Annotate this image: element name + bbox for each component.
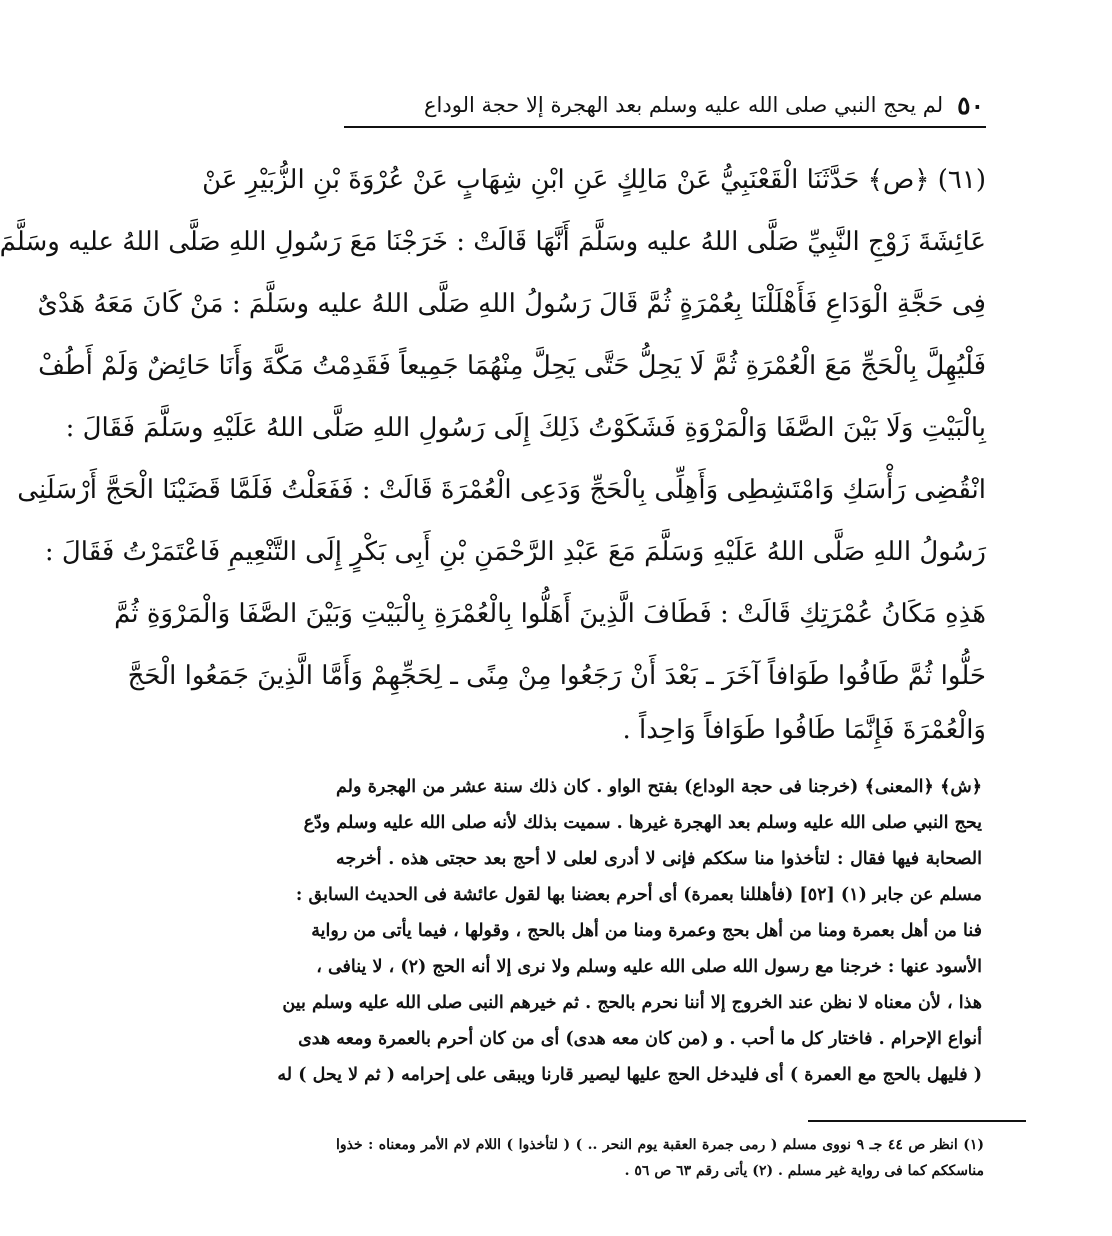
commentary-line: ﴿ش﴾ ﴿المعنى﴾ (خرجنا فى حجة الوداع) بفتح الواو . كان ذلك سنة عشر من الهجرة ولم	[336, 777, 982, 797]
commentary-line: يحج النبي صلى الله عليه وسلم بعد الهجرة غيرها . سميت بذلك لأنه صلى الله عليه وسلم ودّع	[303, 813, 982, 833]
running-title: لم يحج النبي صلى الله عليه وسلم بعد الهجرة إلا حجة الوداع	[424, 93, 944, 117]
hadith-line: رَسُولُ اللهِ صَلَّى اللهُ عَلَيْهِ وَسَلَّمَ مَعَ عَبْدِ الرَّحْمَنِ بْنِ أَبِى بَكْرٍ إِلَى التَّنْعِيمِ فَاعْتَمَرْتُ فَقَالَ :	[44, 537, 986, 567]
hadith-line: (٦١) ﴿ص﴾ حَدَّثَنَا الْقَعْنَبِيُّ عَنْ مَالِكٍ عَنِ ابْنِ شِهَابٍ عَنْ عُرْوَةَ بْنِ الزُّبَيْرِ عَنْ	[202, 165, 986, 195]
commentary-line: أنواع الإحرام . فاختار كل ما أحب . و (من كان معه هدى) أى من كان أحرم بالعمرة ومعه هدى	[298, 1029, 982, 1049]
commentary-line: الصحابة فيها فقال : لتأخذوا منا سككم فإنى لا أدرى لعلى لا أحج بعد حجتى هذه . أخرجه	[336, 849, 982, 869]
commentary-line: هذا ، لأن معناه لا نظن عند الخروج إلا أننا نحرم بالحج . ثم خيرهم النبى صلى الله عليه وسلم بين	[282, 993, 982, 1013]
commentary-line: ( فليهل بالحج مع العمرة ) أى فليدخل الحج عليها ليصير قارنا ويبقى على إحرامه ( ثم لا يحل ) له	[277, 1065, 982, 1085]
hadith-line: عَائِشَةَ زَوْجِ النَّبِيِّ صَلَّى اللهُ عليه وسَلَّمَ أَنَّهَا قَالَتْ : خَرَجْنَا مَعَ رَسُولِ اللهِ صَلَّى اللهُ عليه وسَلَّمَ	[0, 227, 986, 257]
hadith-text	[0, 150, 986, 750]
hadith-line: فِى حَجَّةِ الْوَدَاعِ فَأَهْلَلْنَا بِعُمْرَةٍ ثُمَّ قَالَ رَسُولُ اللهِ صَلَّى اللهُ عليه وسَلَّمَ : مَنْ كَانَ مَعَهُ هَدْىٌ	[37, 289, 986, 319]
page-number: ٥٠	[957, 90, 984, 120]
header-rule	[344, 126, 986, 128]
commentary-text	[277, 772, 982, 1102]
commentary-line: الأسود عنها : خرجنا مع رسول الله صلى الله عليه وسلم ولا نرى إلا أنه الحج (٢) ، لا ينافى ،	[316, 957, 982, 977]
hadith-line: حَلُّوا ثُمَّ طَافُوا طَوَافاً آخَرَ ـ بَعْدَ أَنْ رَجَعُوا مِنْ مِنًى ـ لِحَجِّهِمْ وَأَمَّا الَّذِينَ جَمَعُوا الْحَجَّ	[127, 661, 986, 691]
hadith-line: وَالْعُمْرَةَ فَإِنَّمَا طَافُوا طَوَافاً وَاحِداً .	[622, 715, 986, 745]
commentary-line: مسلم عن جابر (١) [٥٢] (فأهللنا بعمرة) أى أحرم بعضنا بها لقول عائشة فى الحديث السابق :	[295, 885, 982, 905]
page-header	[350, 88, 984, 122]
footnote-line: مناسككم كما فى رواية غير مسلم . (٢) يأتى رقم ٦٣ ص ٥٦ .	[624, 1163, 984, 1179]
footnote-line: (١) انظر ص ٤٤ جـ ٩ نووى مسلم ( رمى جمرة العقبة يوم النحر .. ) ( لتأخذوا ) اللام لام الأمر ومعناه : خذوا	[336, 1137, 985, 1153]
hadith-line: بِالْبَيْتِ وَلَا بَيْنَ الصَّفَا وَالْمَرْوَةِ فَشَكَوْتُ ذَلِكَ إِلَى رَسُولِ اللهِ صَلَّى اللهُ عَلَيْهِ وسَلَّمَ فَقَالَ :	[65, 413, 986, 443]
hadith-line: هَذِهِ مَكَانُ عُمْرَتِكِ قَالَتْ : فَطَافَ الَّذِينَ أَهَلُّوا بِالْعُمْرَةِ بِالْبَيْتِ وَبَيْنَ الصَّفَا وَالْمَرْوَةِ ثُمَّ	[114, 599, 986, 629]
hadith-line: انْقُضِى رَأْسَكِ وَامْتَشِطِى وَأَهِلِّى بِالْحَجِّ وَدَعِى الْعُمْرَةَ قَالَتْ : فَفَعَلْتُ فَلَمَّا قَضَيْنَا الْحَجَّ أَرْسَلَنِى	[17, 475, 986, 505]
footnote-rule	[808, 1120, 1026, 1122]
hadith-line: فَلْيُهِلَّ بِالْحَجِّ مَعَ الْعُمْرَةِ ثُمَّ لَا يَحِلُّ حَتَّى يَحِلَّ مِنْهُمَا جَمِيعاً فَقَدِمْتُ مَكَّةَ وَأَنَا حَائِضٌ وَلَمْ أَطُفْ	[38, 351, 986, 381]
commentary-line: فنا من أهل بعمرة ومنا من أهل بحج وعمرة ومنا من أهل بالحج ، وقولها ، فيما يأتى من رواية	[311, 921, 982, 941]
